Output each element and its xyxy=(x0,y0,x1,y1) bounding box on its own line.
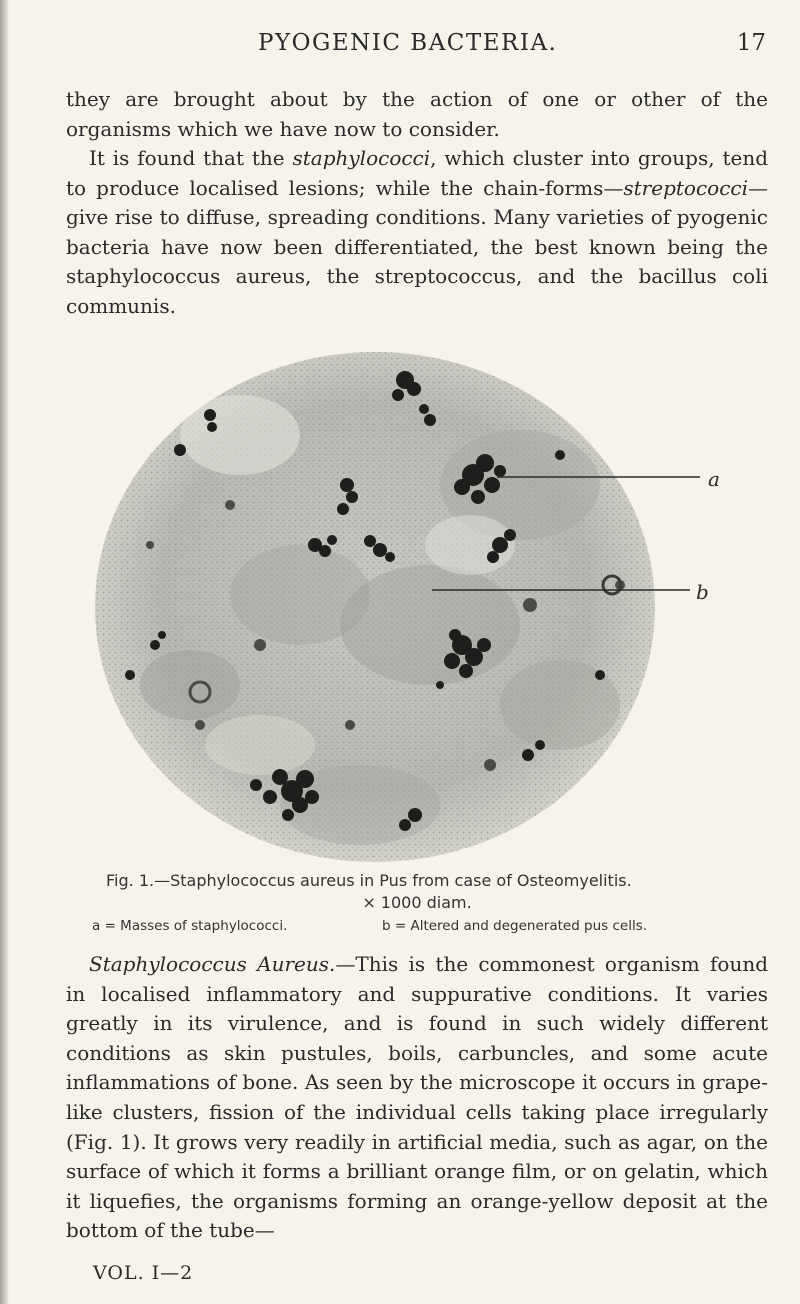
page-header xyxy=(0,30,800,60)
page-number: 17 xyxy=(736,30,766,56)
caption-magnification: × 1000 diam. xyxy=(362,893,472,912)
running-title: PYOGENIC BACTERIA. xyxy=(258,30,558,56)
text-run: It is found that the xyxy=(89,146,293,170)
italic-term-staphylococci: staphylococci xyxy=(292,146,431,170)
figure-caption xyxy=(66,870,768,914)
figure-label-b: b xyxy=(696,580,709,604)
italic-heading-staphylococcus-aureus: Staphylococcus Aureus. xyxy=(89,952,336,976)
micrograph-illustration xyxy=(0,345,800,875)
italic-term-streptococci: streptococci xyxy=(623,175,748,200)
text-run: —give rise to diffuse, spreading conditions. Many varieties of pyogenic bacteria have now been differentiated, the best known being the staphylococcus aureus, the streptococcus, and the bacillus coli communis. xyxy=(66,175,768,318)
figure-micrograph xyxy=(0,345,800,875)
text-run: —This is the commonest organism found in localised inflammatory and suppurative conditions. It varies greatly in its virulence, and is found in such widely different conditions as skin pustules, boils, carbuncles, and some acute inflammations of bone. As seen by the microscope it occurs in grape-like clusters, fission of the individual cells taking place irregularly (Fig. 1). It grows very readily in artificial media, such as agar, on the surface of which it forms a brilliant orange film, or on gelatin, which it liquefies, the organisms forming an orange-yellow deposit at the bottom of the tube— xyxy=(66,952,769,1243)
legend-item-b: b = Altered and degenerated pus cells. xyxy=(382,918,648,934)
caption-title: Fig. 1.—Staphylococcus aureus in Pus from case of Osteomyelitis. xyxy=(106,871,632,890)
paragraph-staphylococci xyxy=(66,144,768,322)
legend-item-a: a = Masses of staphylococci. xyxy=(92,918,288,934)
text-run: , which cluster into groups, tend to produce localised lesions; while the chain-forms— xyxy=(66,146,769,200)
paragraph-staphylococcus-aureus xyxy=(66,950,768,1246)
paragraph-intro: they are brought about by the action of one or other of the organisms which we have now to consider. xyxy=(66,87,768,141)
signature-mark: VOL. I—2 xyxy=(93,1262,194,1284)
figure-label-a: a xyxy=(708,467,720,491)
